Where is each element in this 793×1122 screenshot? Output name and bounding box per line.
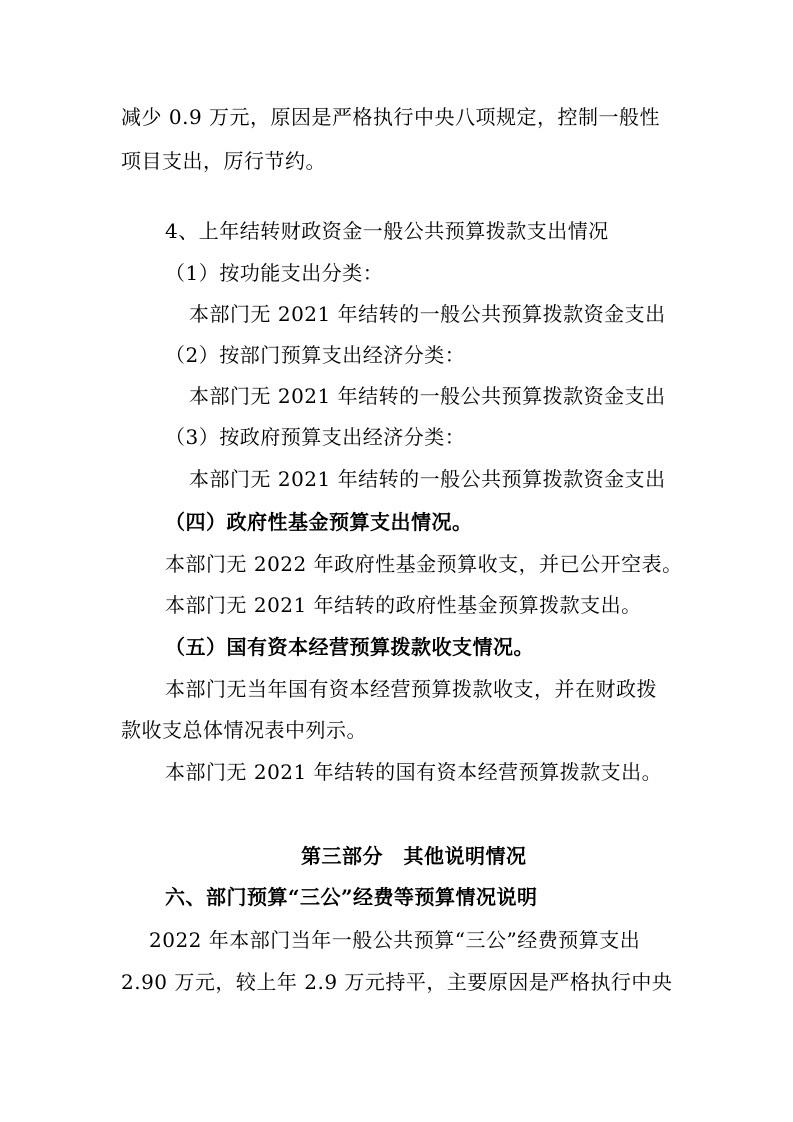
paragraph-line: 本部门无 2021 年结转的一般公共预算拨款资金支出 <box>189 384 666 408</box>
paragraph-line: 本部门无当年国有资本经营预算拨款收支，并在财政拨 <box>165 677 657 701</box>
section-heading: （四）政府性基金预算支出情况。 <box>165 510 473 534</box>
paragraph-line: 2.90 万元，较上年 2.9 万元持平，主要原因是严格执行中央 <box>121 970 673 994</box>
paragraph-line: 款收支总体情况表中列示。 <box>121 718 367 742</box>
list-item-heading: （2）按部门预算支出经济分类： <box>165 343 466 367</box>
paragraph-line: 本部门无 2021 年结转的政府性基金预算拨款支出。 <box>165 593 642 617</box>
part-title: 第三部分 其他说明情况 <box>301 844 527 868</box>
paragraph-line: 本部门无 2021 年结转的一般公共预算拨款资金支出 <box>189 302 666 326</box>
list-item-heading: （3）按政府预算支出经济分类： <box>165 425 466 449</box>
section-heading: （五）国有资本经营预算拨款收支情况。 <box>165 635 534 659</box>
list-item-heading: （1）按功能支出分类： <box>165 261 384 285</box>
subsection-heading: 4、上年结转财政资金一般公共预算拨款支出情况 <box>165 219 609 243</box>
paragraph-line: 2022 年本部门当年一般公共预算“三公”经费预算支出 <box>149 928 641 952</box>
paragraph-line: 本部门无 2021 年结转的国有资本经营预算拨款支出。 <box>165 760 663 784</box>
paragraph-line: 项目支出，厉行节约。 <box>121 149 326 173</box>
paragraph-line: 减少 0.9 万元，原因是严格执行中央八项规定，控制一般性 <box>121 105 661 129</box>
paragraph-line: 本部门无 2022 年政府性基金预算收支，并已公开空表。 <box>165 552 683 576</box>
paragraph-line: 本部门无 2021 年结转的一般公共预算拨款资金支出 <box>189 467 666 491</box>
section-heading: 六、部门预算“三公”经费等预算情况说明 <box>165 885 538 909</box>
